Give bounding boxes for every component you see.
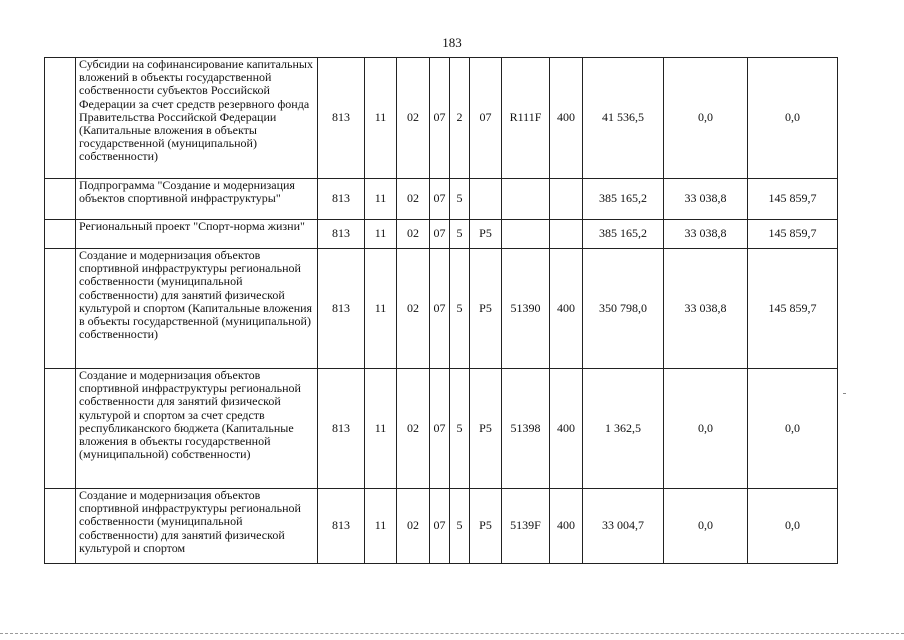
subsection-code: 02	[397, 58, 430, 179]
sum-year-2: 33 038,8	[664, 220, 748, 249]
row-name: Создание и модернизация объектов спортивной инфраструктуры региональной собственности для занятий физической культурой и спортом за счет средств республиканского бюджета (Капитальные вложения в объекты государственной (муниципальной) собственности)	[76, 369, 318, 489]
subprogram-code: 2	[450, 58, 470, 179]
row-name: Подпрограмма "Создание и модернизация объектов спортивной инфраструктуры"	[76, 179, 318, 220]
event-code	[470, 179, 502, 220]
expense-type-code: 400	[550, 249, 583, 369]
section-code: 11	[365, 489, 397, 564]
table-row	[45, 369, 838, 489]
subprogram-code: 5	[450, 220, 470, 249]
blank-cell	[45, 220, 76, 249]
event-code: P5	[470, 220, 502, 249]
section-code: 11	[365, 220, 397, 249]
section-code: 11	[365, 58, 397, 179]
direction-code: 5139F	[502, 489, 550, 564]
expense-type-code	[550, 220, 583, 249]
scan-edge-line	[0, 633, 904, 634]
ministry-code: 813	[318, 489, 365, 564]
ministry-code: 813	[318, 369, 365, 489]
sum-year-3: 0,0	[748, 369, 838, 489]
subsection-code: 02	[397, 489, 430, 564]
ministry-code: 813	[318, 220, 365, 249]
sum-year-3: 0,0	[748, 489, 838, 564]
section-code: 11	[365, 369, 397, 489]
subprogram-code: 5	[450, 489, 470, 564]
expense-type-code: 400	[550, 369, 583, 489]
sum-year-2: 0,0	[664, 489, 748, 564]
table-row	[45, 489, 838, 564]
expense-type-code: 400	[550, 489, 583, 564]
blank-cell	[45, 489, 76, 564]
table-row	[45, 220, 838, 249]
program-code: 07	[430, 58, 450, 179]
sum-year-1: 1 362,5	[583, 369, 664, 489]
row-name: Создание и модернизация объектов спортивной инфраструктуры региональной собственности (муниципальной собственности) для занятий физической культурой и спортом	[76, 489, 318, 564]
program-code: 07	[430, 179, 450, 220]
blank-cell	[45, 58, 76, 179]
scan-speck	[843, 393, 846, 394]
subprogram-code: 5	[450, 179, 470, 220]
sum-year-1: 350 798,0	[583, 249, 664, 369]
event-code: P5	[470, 489, 502, 564]
subsection-code: 02	[397, 179, 430, 220]
sum-year-2: 33 038,8	[664, 179, 748, 220]
direction-code: R111F	[502, 58, 550, 179]
section-code: 11	[365, 179, 397, 220]
event-code: P5	[470, 249, 502, 369]
direction-code: 51390	[502, 249, 550, 369]
row-name: Создание и модернизация объектов спортивной инфраструктуры региональной собственности (муниципальной собственности) для занятий физической культурой и спортом (Капитальные вложения в объекты государственной (муниципальной) собственности)	[76, 249, 318, 369]
expense-type-code: 400	[550, 58, 583, 179]
subsection-code: 02	[397, 249, 430, 369]
program-code: 07	[430, 489, 450, 564]
sum-year-1: 33 004,7	[583, 489, 664, 564]
row-name: Субсидии на софинансирование капитальных вложений в объекты государственной собственности субъектов Российской Федерации за счет средств резервного фонда Правительства Российской Федерации (Капитальные вложения в объекты государственной (муниципальной) собственности)	[76, 58, 318, 179]
subprogram-code: 5	[450, 369, 470, 489]
blank-cell	[45, 369, 76, 489]
budget-table	[44, 57, 838, 564]
table-row	[45, 179, 838, 220]
event-code: P5	[470, 369, 502, 489]
expense-type-code	[550, 179, 583, 220]
ministry-code: 813	[318, 179, 365, 220]
table-row	[45, 249, 838, 369]
subsection-code: 02	[397, 220, 430, 249]
sum-year-2: 33 038,8	[664, 249, 748, 369]
sum-year-2: 0,0	[664, 58, 748, 179]
sum-year-3: 145 859,7	[748, 249, 838, 369]
event-code: 07	[470, 58, 502, 179]
page-number: 183	[442, 35, 462, 50]
sum-year-3: 0,0	[748, 58, 838, 179]
row-name: Региональный проект "Спорт-норма жизни"	[76, 220, 318, 249]
subsection-code: 02	[397, 369, 430, 489]
blank-cell	[45, 179, 76, 220]
sum-year-1: 385 165,2	[583, 220, 664, 249]
sum-year-3: 145 859,7	[748, 220, 838, 249]
section-code: 11	[365, 249, 397, 369]
direction-code: 51398	[502, 369, 550, 489]
ministry-code: 813	[318, 249, 365, 369]
sum-year-1: 41 536,5	[583, 58, 664, 179]
table-row	[45, 58, 838, 179]
sum-year-1: 385 165,2	[583, 179, 664, 220]
direction-code	[502, 220, 550, 249]
program-code: 07	[430, 369, 450, 489]
blank-cell	[45, 249, 76, 369]
sum-year-3: 145 859,7	[748, 179, 838, 220]
program-code: 07	[430, 220, 450, 249]
subprogram-code: 5	[450, 249, 470, 369]
program-code: 07	[430, 249, 450, 369]
direction-code	[502, 179, 550, 220]
ministry-code: 813	[318, 58, 365, 179]
sum-year-2: 0,0	[664, 369, 748, 489]
